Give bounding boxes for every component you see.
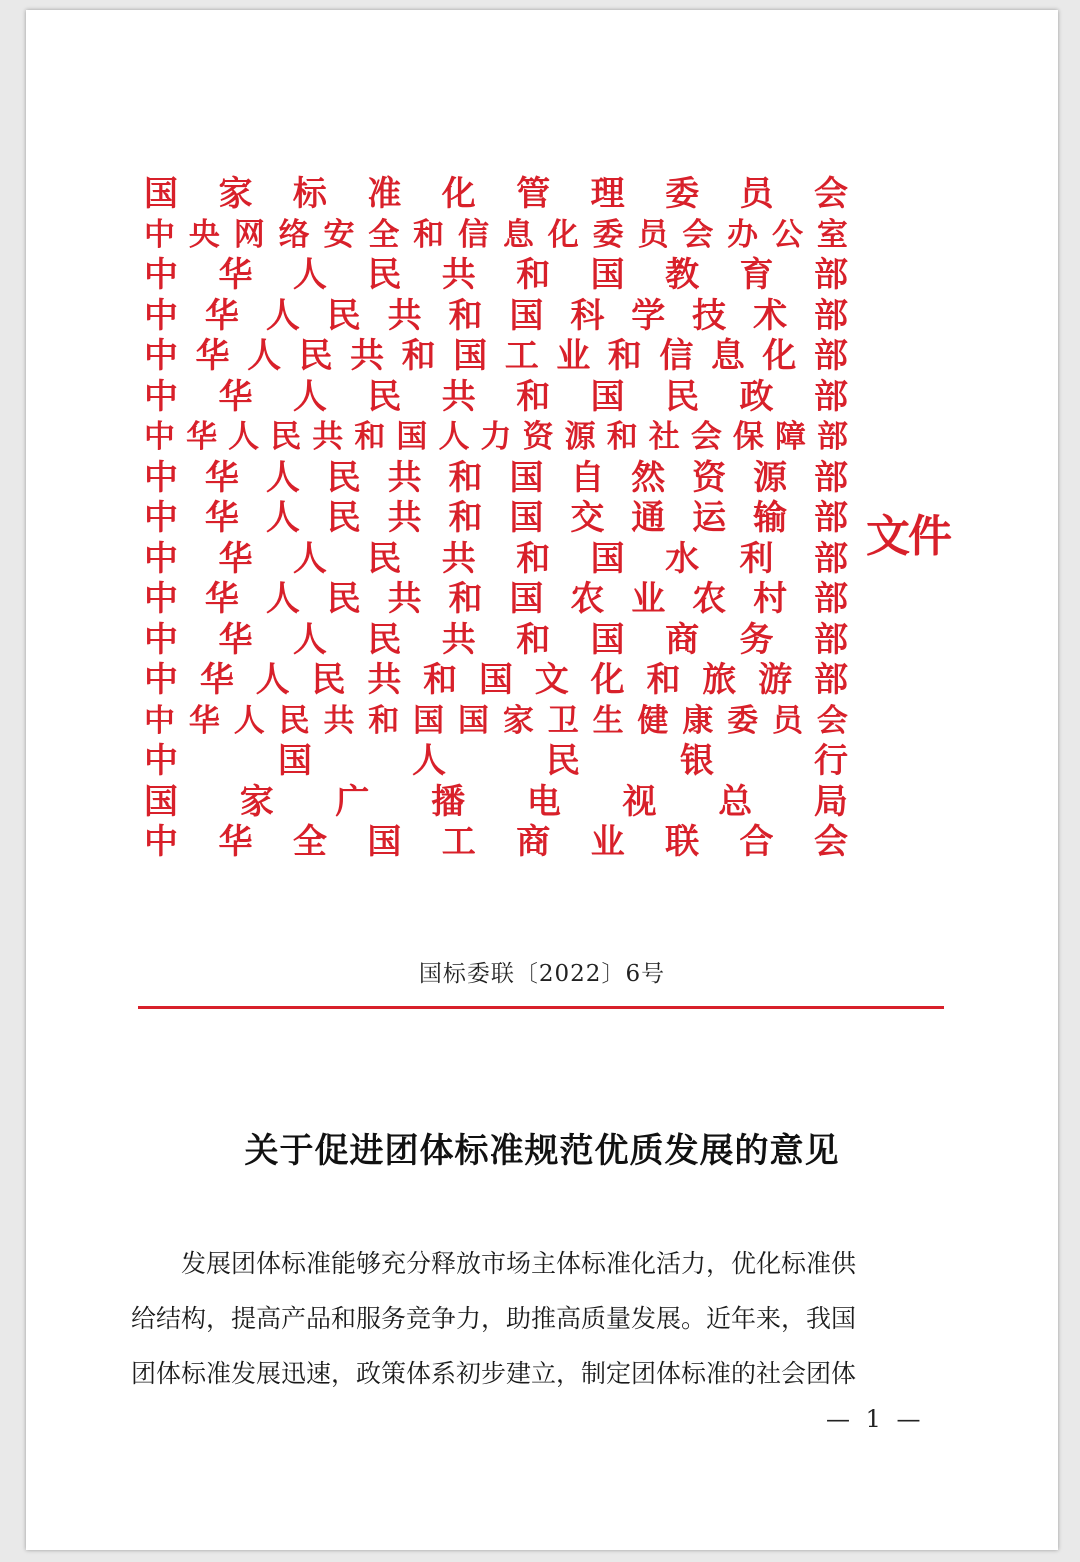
agency-name: 国 家 标 准 化 管 理 委 员 会 [144, 174, 848, 214]
agency-name: 中 华 人 民 共 和 国 水 利 部 [144, 538, 848, 579]
body-text [131, 1236, 946, 1401]
agency-name: 中 华 人 民 共 和 国 文 化 和 旅 游 部 [144, 660, 848, 700]
agency-name: 中 华 人 民 共 和 国 国 家 卫 生 健 康 委 员 会 [144, 702, 848, 739]
agency-name: 中 华 人 民 共 和 国 民 政 部 [144, 376, 848, 417]
agency-name: 中 国 人 民 银 行 [144, 741, 848, 781]
agency-name: 中 华 人 民 共 和 国 人 力 资 源 和 社 会 保 障 部 [144, 419, 848, 455]
document-title: 关于促进团体标准规范优质发展的意见 [244, 1131, 840, 1171]
agency-name: 中 华 全 国 工 商 业 联 合 会 [144, 822, 848, 862]
agency-name: 中 华 人 民 共 和 国 交 通 运 输 部 [144, 498, 848, 538]
agency-name: 中 华 人 民 共 和 国 自 然 资 源 部 [144, 457, 848, 498]
issuing-agencies-list [144, 174, 848, 863]
agency-name: 中 华 人 民 共 和 国 商 务 部 [144, 619, 848, 660]
red-divider-line [138, 1006, 944, 1009]
body-paragraph-line: 团体标准发展迅速，政策体系初步建立，制定团体标准的社会团体 [131, 1359, 857, 1388]
agency-name: 中 央 网 络 安 全 和 信 息 化 委 员 会 办 公 室 [144, 216, 848, 253]
document-page [26, 10, 1058, 1550]
document-label: 文件 [866, 511, 950, 562]
document-number: 国标委联〔2022〕6号 [418, 961, 666, 987]
agency-name: 中 华 人 民 共 和 国 教 育 部 [144, 255, 848, 295]
agency-name: 中 华 人 民 共 和 国 农 业 农 村 部 [144, 579, 848, 619]
body-paragraph-line: 给结构，提高产品和服务竞争力，助推高质量发展。近年来，我国 [131, 1304, 857, 1333]
agency-name: 国 家 广 播 电 视 总 局 [144, 781, 848, 822]
body-paragraph-line: 发展团体标准能够充分释放市场主体标准化活力，优化标准供 [181, 1249, 857, 1278]
agency-name: 中 华 人 民 共 和 国 科 学 技 术 部 [144, 295, 848, 336]
agency-name: 中 华 人 民 共 和 国 工 业 和 信 息 化 部 [144, 336, 848, 376]
page-number: — 1 — [826, 1405, 925, 1433]
